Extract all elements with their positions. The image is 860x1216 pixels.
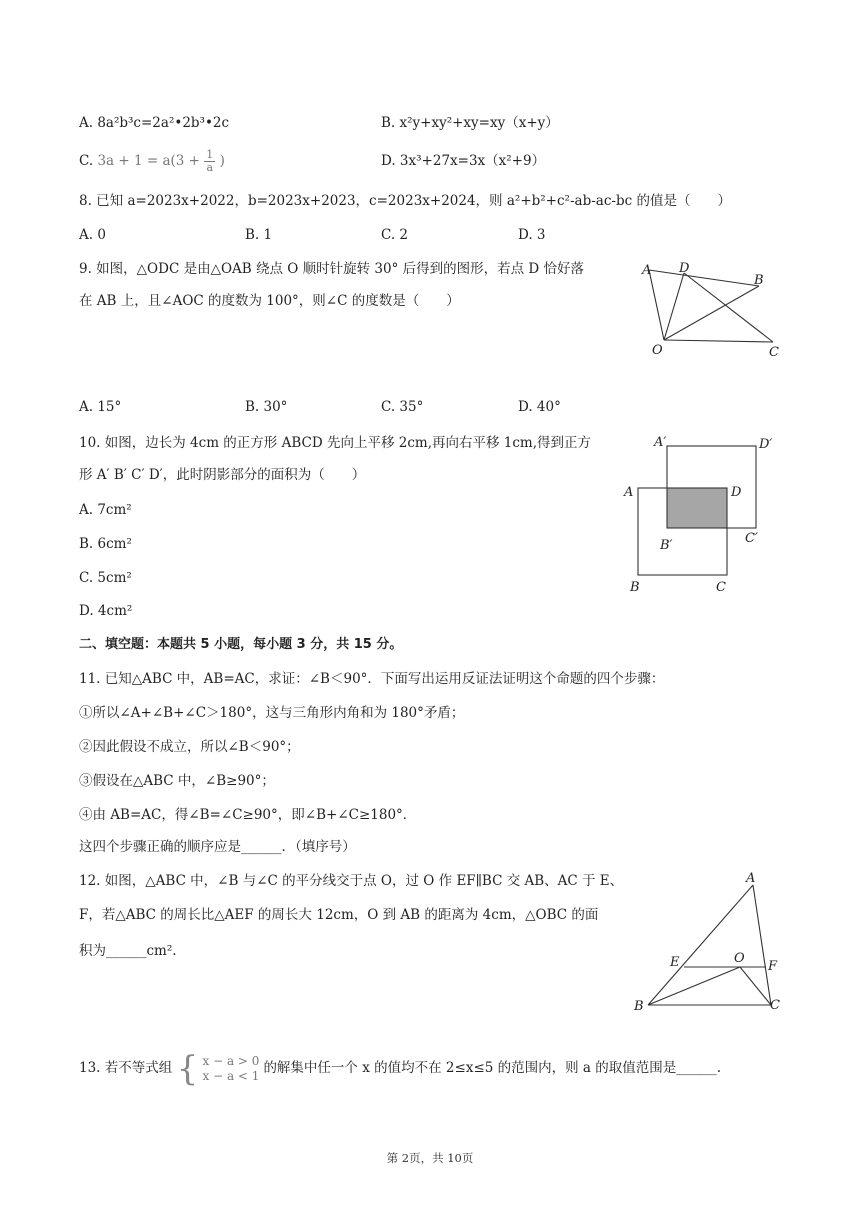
q7-option-c-expr-right: ) <box>219 153 225 169</box>
q12-label-o: O <box>734 951 745 966</box>
q12-line-3: 积为______cm². <box>79 943 177 959</box>
q9-line-1: 9. 如图，△ODC 是由△OAB 绕点 O 顺时针旋转 30° 后得到的图形，若点 D 恰好落 <box>79 261 585 277</box>
q13-suffix: 的解集中任一个 x 的值均不在 2≤x≤5 的范围内，则 a 的取值范围是______. <box>263 1060 722 1076</box>
q7-option-d: D. 3x³+27x=3x（x²+9） <box>381 153 546 169</box>
q12-label-f: F <box>768 959 778 974</box>
q13-inequality-system <box>203 1054 260 1084</box>
q12-line-2: F，若△ABC 的周长比△AEF 的周长大 12cm，O 到 AB 的距离为 4cm，△OBC 的面 <box>79 907 599 923</box>
q10-label-c-prime: C′ <box>745 531 758 546</box>
q9-segment-oc <box>664 340 773 342</box>
q10-label-b-prime: B′ <box>660 538 673 553</box>
q8-option-b: B. 1 <box>245 227 273 243</box>
q7-option-c-prefix: C. <box>79 153 94 169</box>
q10-label-c: C <box>716 580 726 595</box>
q10-label-d-prime: D′ <box>759 437 773 452</box>
q10-label-a: A <box>624 485 634 500</box>
q10-shaded-region <box>667 488 727 528</box>
q13-inequality-2: x − a < 1 <box>202 1068 260 1083</box>
q8-option-d: D. 3 <box>518 227 546 243</box>
q11-step-3: ③假设在△ABC 中，∠B≥90°； <box>79 773 275 789</box>
q12-figure <box>628 868 788 1018</box>
q12-segment-bo <box>648 967 740 1005</box>
q10-line-1: 10. 如图，边长为 4cm 的正方形 ABCD 先向上平移 2cm,再向右平移 1cm,得到正方 <box>79 435 592 451</box>
q9-option-c: C. 35° <box>381 399 424 415</box>
q9-option-d: D. 40° <box>518 399 561 415</box>
q9-label-b: B <box>754 273 764 288</box>
q12-label-e: E <box>670 955 680 970</box>
q7-option-c-frac-num: 1 <box>206 148 214 161</box>
q7-option-c-expr-left: 3a + 1 = a(3 + <box>97 153 200 169</box>
q9-line-2: 在 AB 上，且∠AOC 的度数为 100°，则∠C 的度数是（ ） <box>79 293 460 309</box>
q8-stem: 8. 已知 a=2023x+2022，b=2023x+2023，c=2023x+2024，则 a²+b²+c²-ab-ac-bc 的值是（ ） <box>79 193 731 209</box>
q8-option-c: C. 2 <box>381 227 409 243</box>
q11-step-4: ④由 AB=AC，得∠B=∠C≥90°，即∠B+∠C≥180°． <box>79 807 417 823</box>
q9-segment-ao <box>649 270 664 340</box>
q13-stem <box>79 1048 722 1089</box>
q10-option-d: D. 4cm² <box>79 603 133 619</box>
q7-option-a: A. 8a²b³c=2a²•2b³•2c <box>79 115 230 131</box>
q10-option-b: B. 6cm² <box>79 536 132 552</box>
q12-label-c: C <box>770 998 780 1013</box>
q11-stem: 11. 已知△ABC 中，AB=AC，求证：∠B＜90°．下面写出运用反证法证明这个命题的四个步骤： <box>79 671 665 687</box>
q10-label-a-prime: A′ <box>654 435 667 450</box>
q12-label-b: B <box>634 999 644 1014</box>
q7-option-c-frac-den: a <box>206 161 214 174</box>
q7-option-b: B. x²y+xy²+xy=xy（x+y） <box>381 115 559 131</box>
page-footer: 第 2页，共 10页 <box>386 1151 474 1165</box>
q12-line-1: 12. 如图，△ABC 中，∠B 与∠C 的平分线交于点 O，过 O 作 EF∥BC 交 AB、AC 于 E、 <box>79 873 624 889</box>
q10-line-2: 形 A′ B′ C′ D′，此时阴影部分的面积为（ ） <box>79 467 366 483</box>
q11-step-2: ②因此假设不成立，所以∠B＜90°； <box>79 739 300 755</box>
q10-option-c: C. 5cm² <box>79 570 132 586</box>
q11-answer-line: 这四个步骤正确的顺序应是______．（填序号） <box>79 839 356 855</box>
section-heading-fill-in: 二、填空题：本题共 5 小题，每小题 3 分，共 15 分。 <box>79 637 403 652</box>
q10-label-b: B <box>630 580 640 595</box>
q9-option-b: B. 30° <box>245 399 288 415</box>
q9-label-d: D <box>679 261 690 276</box>
q9-label-o: O <box>652 343 663 358</box>
q9-segment-ab <box>649 270 759 286</box>
q12-label-a: A <box>746 871 756 886</box>
q10-label-d: D <box>731 485 742 500</box>
q9-label-c: C <box>769 345 779 358</box>
q8-option-a: A. 0 <box>79 227 106 243</box>
q7-option-c <box>79 149 225 174</box>
q9-figure <box>636 258 796 358</box>
q13-prefix: 13. 若不等式组 <box>79 1060 173 1076</box>
q9-label-a: A <box>642 263 652 278</box>
left-brace-icon: { <box>176 1048 199 1089</box>
q9-option-a: A. 15° <box>79 399 122 415</box>
q12-segment-ab <box>648 885 753 1005</box>
q7-option-c-fraction <box>204 149 215 174</box>
q11-step-1: ①所以∠A+∠B+∠C＞180°，这与三角形内角和为 180°矛盾； <box>79 705 465 721</box>
q10-option-a: A. 7cm² <box>79 502 132 518</box>
q13-inequality-1: x − a > 0 <box>202 1053 260 1068</box>
q10-figure <box>620 430 780 600</box>
